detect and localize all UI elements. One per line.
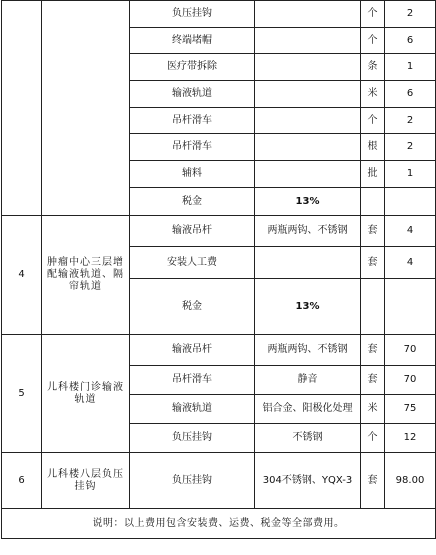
item-unit: 米 (361, 81, 385, 108)
item-spec: 13% (255, 279, 361, 335)
item-name: 输液吊杆 (130, 216, 255, 247)
item-qty: 6 (385, 81, 436, 108)
item-name: 吊杆滑车 (130, 134, 255, 161)
item-spec (255, 54, 361, 81)
item-unit (361, 279, 385, 335)
note-row (2, 509, 436, 539)
item-spec: 两瓶两钩、不锈钢 (255, 216, 361, 247)
item-name: 医疗带拆除 (130, 54, 255, 81)
item-unit: 批 (361, 161, 385, 188)
item-spec (255, 28, 361, 54)
item-spec: 铝合金、阳极化处理 (255, 395, 361, 424)
item-qty: 98.00 (385, 453, 436, 509)
item-unit: 根 (361, 134, 385, 161)
item-qty: 6 (385, 28, 436, 54)
item-spec: 13% (255, 188, 361, 216)
section-name-cell: 儿科楼门诊输液轨道 (42, 335, 130, 453)
item-unit: 套 (361, 335, 385, 366)
table-row (2, 453, 436, 509)
item-qty (385, 188, 436, 216)
index-cell: 6 (2, 453, 42, 509)
item-name: 终端堵帽 (130, 28, 255, 54)
item-name: 输液轨道 (130, 395, 255, 424)
item-spec (255, 161, 361, 188)
item-qty: 2 (385, 1, 436, 28)
table-row (2, 1, 436, 28)
item-qty: 4 (385, 247, 436, 279)
item-qty: 1 (385, 54, 436, 81)
item-spec (255, 1, 361, 28)
item-name: 税金 (130, 188, 255, 216)
index-cell: 4 (2, 216, 42, 335)
item-unit: 米 (361, 395, 385, 424)
item-qty: 70 (385, 335, 436, 366)
item-qty: 2 (385, 108, 436, 134)
item-name: 吊杆滑车 (130, 108, 255, 134)
item-spec (255, 247, 361, 279)
section-name-cell (42, 1, 130, 216)
item-spec: 304不锈钢、YQX-3 (255, 453, 361, 509)
item-name: 输液吊杆 (130, 335, 255, 366)
item-unit: 套 (361, 366, 385, 395)
item-name: 辅料 (130, 161, 255, 188)
table-row (2, 216, 436, 247)
item-qty: 12 (385, 424, 436, 453)
item-spec (255, 134, 361, 161)
item-name: 安装人工费 (130, 247, 255, 279)
item-qty (385, 279, 436, 335)
item-qty: 1 (385, 161, 436, 188)
item-unit: 个 (361, 28, 385, 54)
index-cell (2, 1, 42, 216)
item-unit: 套 (361, 247, 385, 279)
note-text: 说明：以上费用包含安装费、运费、税金等全部费用。 (2, 509, 436, 539)
item-unit: 个 (361, 1, 385, 28)
item-name: 负压挂钩 (130, 424, 255, 453)
item-unit: 个 (361, 108, 385, 134)
item-name: 负压挂钩 (130, 1, 255, 28)
item-qty: 70 (385, 366, 436, 395)
item-qty: 2 (385, 134, 436, 161)
item-name: 吊杆滑车 (130, 366, 255, 395)
item-qty: 4 (385, 216, 436, 247)
section-name-cell: 肿瘤中心三层增配输液轨道、隔帘轨道 (42, 216, 130, 335)
section-name-cell: 儿科楼八层负压挂钩 (42, 453, 130, 509)
item-spec (255, 81, 361, 108)
item-spec: 不锈钢 (255, 424, 361, 453)
quotation-table (1, 0, 436, 539)
index-cell: 5 (2, 335, 42, 453)
item-qty: 75 (385, 395, 436, 424)
item-unit: 套 (361, 216, 385, 247)
item-spec: 静音 (255, 366, 361, 395)
item-unit: 套 (361, 453, 385, 509)
item-unit: 条 (361, 54, 385, 81)
item-name: 负压挂钩 (130, 453, 255, 509)
item-spec (255, 108, 361, 134)
item-unit (361, 188, 385, 216)
item-spec: 两瓶两钩、不锈钢 (255, 335, 361, 366)
item-name: 税金 (130, 279, 255, 335)
item-unit: 个 (361, 424, 385, 453)
item-name: 输液轨道 (130, 81, 255, 108)
table-row (2, 335, 436, 366)
